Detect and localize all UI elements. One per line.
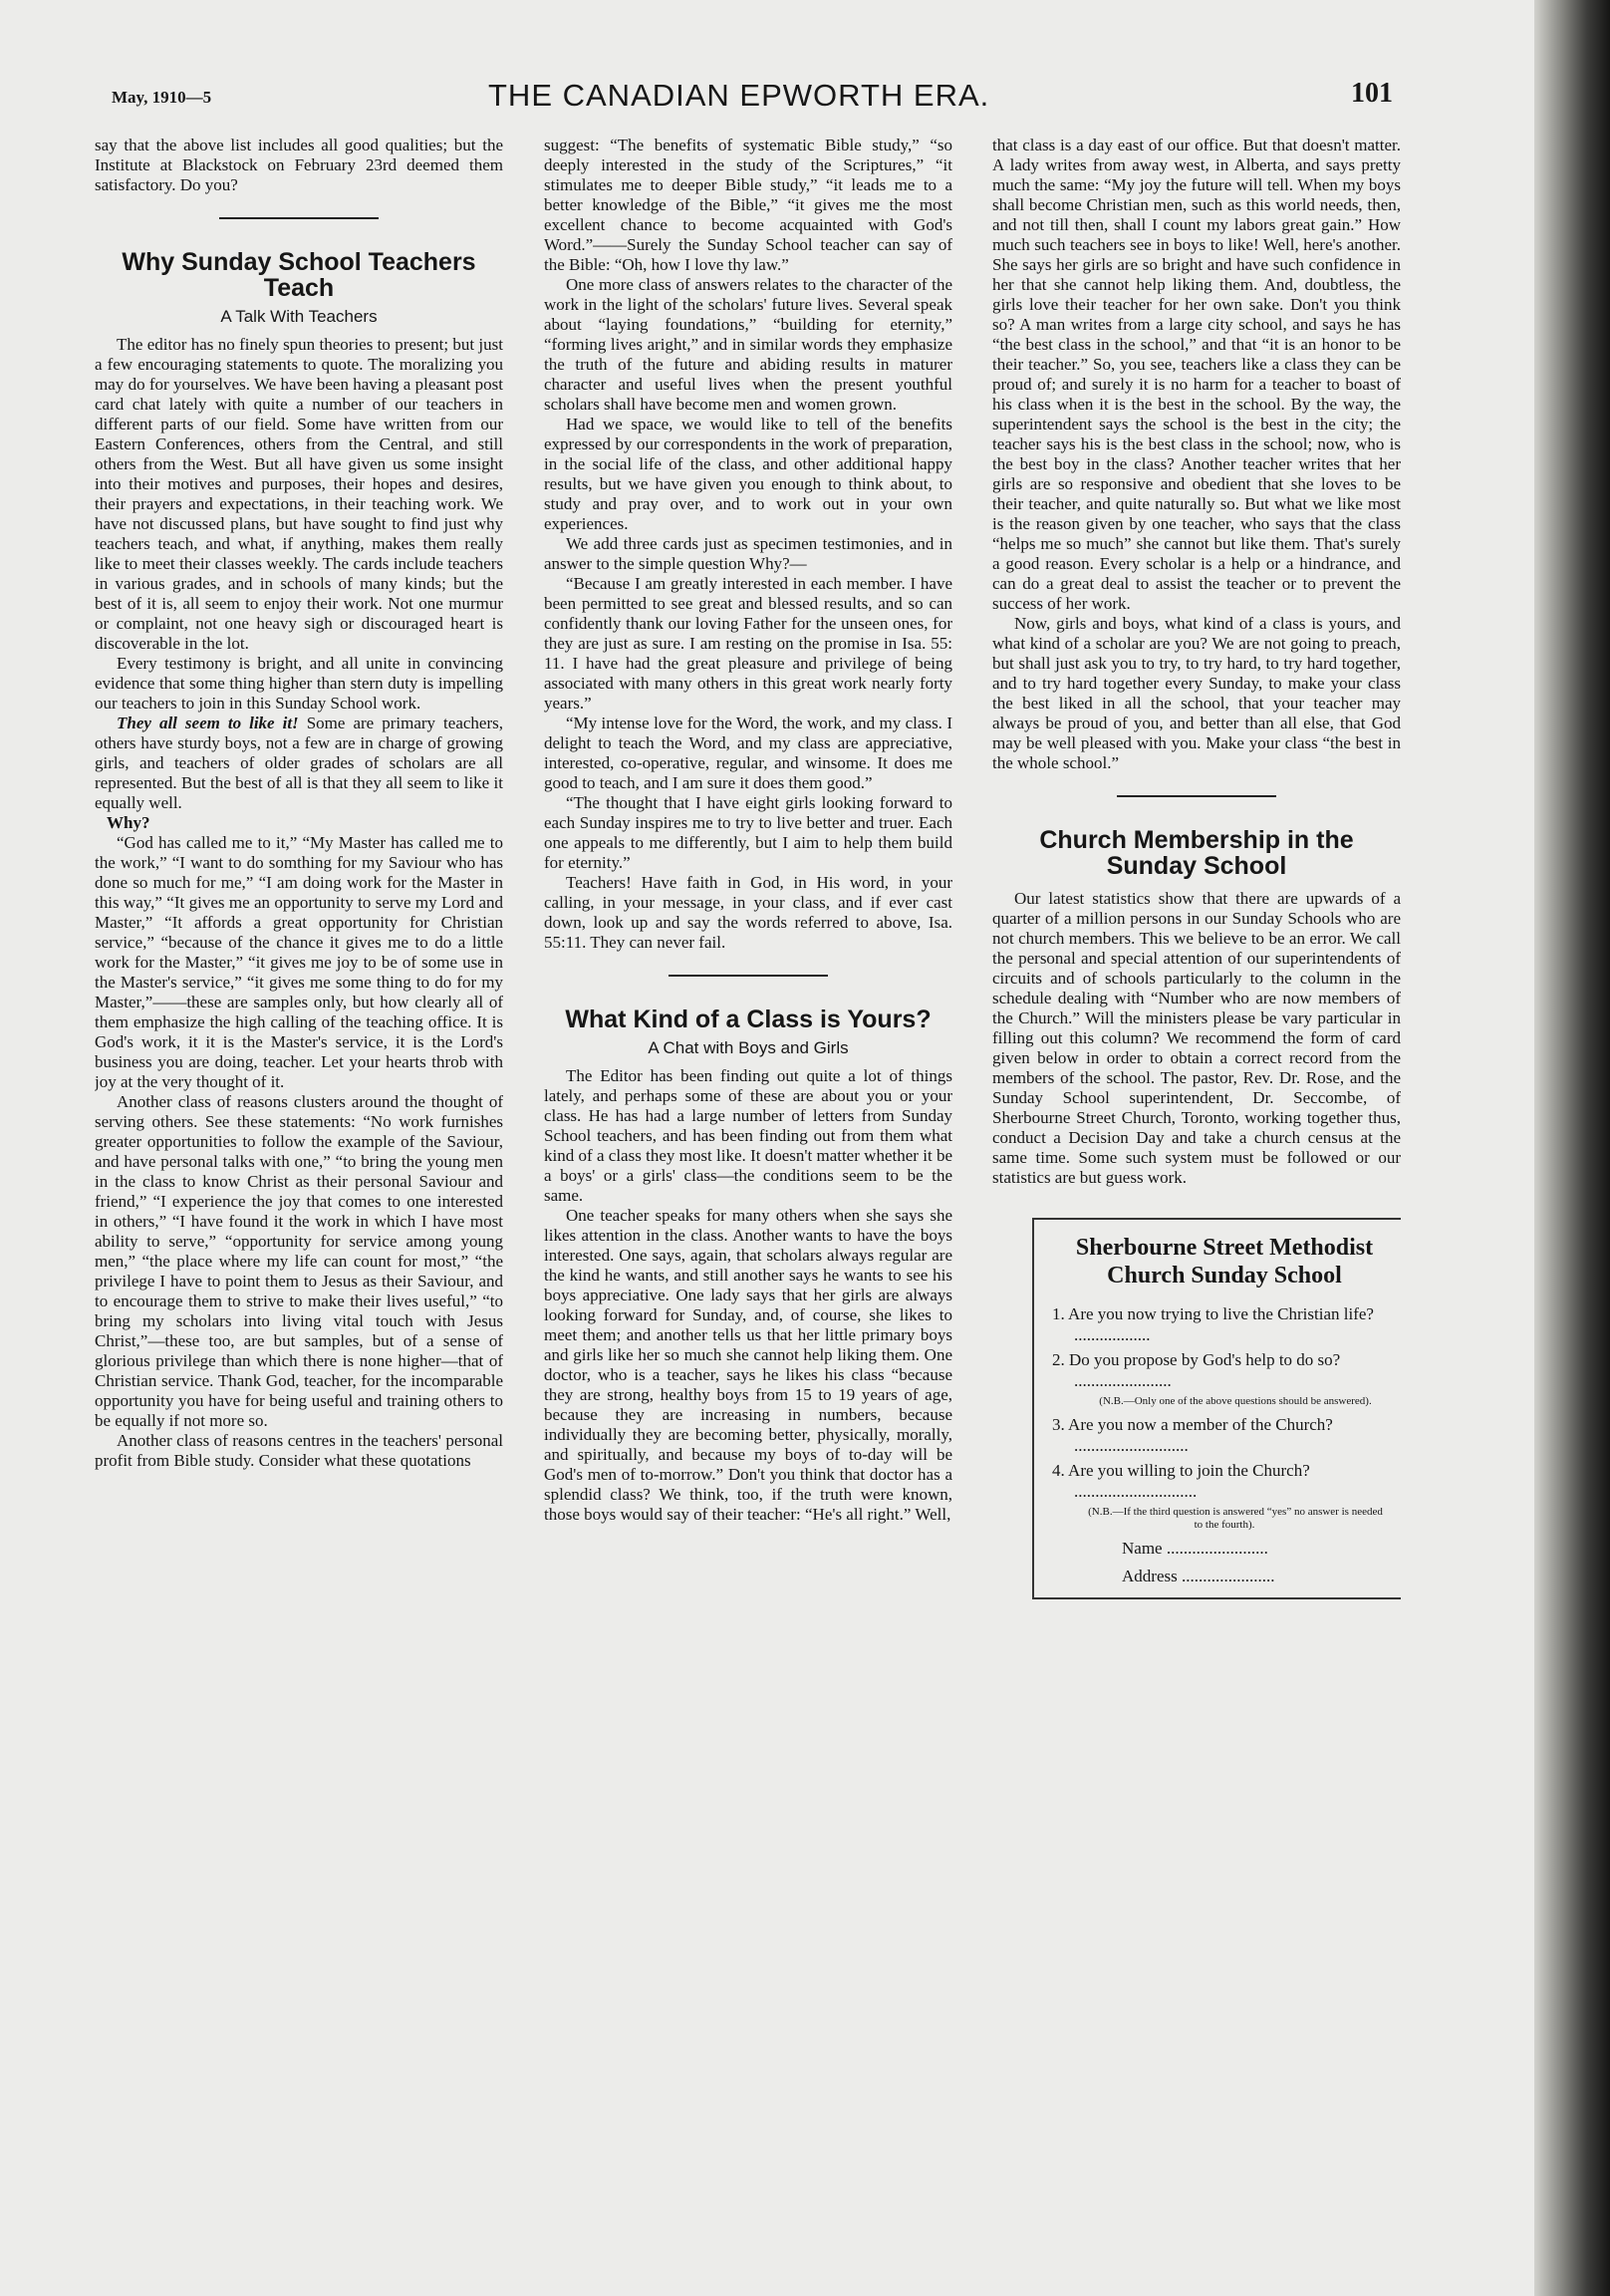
column-middle bbox=[544, 136, 952, 2238]
section-divider bbox=[669, 975, 828, 977]
quotation: “The thought that I have eight girls looking forward to each Sunday inspires me to try to live better and truer. Each one appeals to me differently, but I aim to help them build for eternity.” bbox=[544, 793, 952, 872]
paragraph: Had we space, we would like to tell of the benefits expressed by our correspondents in the work of preparation, in the social life of the class, and other additional happy results, but we have given you enough to think about, to study and pray over, and to work out in your own experiences. bbox=[544, 415, 952, 533]
article-subheading-class: A Chat with Boys and Girls bbox=[648, 1038, 849, 1057]
column-left bbox=[95, 136, 503, 2238]
paragraph: Our latest statistics show that there are upwards of a quarter of a million persons in our Sunday Schools who are not church members. This we believe to be an error. We call the personal and special attention of our superintendents of circuits and of schools particularly to the column in the schedule dealing with “Number who are now members of the Church.” Will the ministers please be vary particular in filling out this column? We recommend the form of card given below in order to obtain a correct record from the members of the school. The pastor, Rev. Dr. Rose, and the Sunday School superintendent, Dr. Seccombe, of Sherbourne Street Church, Toronto, working together thus, conduct a Decision Day and take a church census at the same time. Some such system must be followed or our statistics are but guess work. bbox=[992, 889, 1401, 1187]
intro-paragraph: say that the above list includes all good qualities; but the Institute at Blackstock on February 23rd deemed them satisfactory. Do you? bbox=[95, 136, 503, 194]
card-question-4: 4. Are you willing to join the Church? ............................. bbox=[1052, 1461, 1310, 1501]
page-number: 101 bbox=[1351, 78, 1393, 109]
paragraph-text: Some are primary teachers, others have sturdy boys, not a few are in charge of growing girls, and teachers of older grades of scholars are all represented. But the best of all is that they all seem to like it equally well. bbox=[95, 714, 503, 812]
quotation: “Because I am greatly interested in each member. I have been permitted to see great and blessed results, and so can confidently thank our loving Father for the unseen ones, for they are just as sure. I am resting on the promise in Isa. 55: 11. I have had the great pleasure and privilege of being associated with many others in this great work nearly forty years.” bbox=[544, 574, 952, 713]
paragraph: One teacher speaks for many others when she says she likes attention in the class. Another wants to have the boys interested. One says, again, that scholars always regular are the kind he wants, and still another says he wants to see his boys appreciative. One lady says that her girls are always looking forward for Sunday, and, of course, she likes to meet them; and another tells us that her little primary boys and girls like her so much she cannot help liking them. One doctor, who is a teacher, says he likes his class “because they are strong, healthy boys from 15 to 19 years of age, because they are increasing in numbers, because individually they are becoming better, physically, morally, and spiritually, and because my boys of to-day will be God's men of to-morrow.” Don't you think that doctor has a splendid class? We think, too, if the truth were known, those boys would say of their teacher: “He's all right.” Well, bbox=[544, 1206, 952, 1524]
page-header bbox=[0, 78, 1534, 118]
membership-card bbox=[1032, 1218, 1401, 1599]
paragraph: Another class of reasons clusters around the thought of serving others. See these statements: “No work furnishes greater opportunities to follow the example of the Saviour, and have personal talks with one,” “to bring the young men in the class to know Christ as their personal Saviour and friend,” “I experience the joy that comes to one interested in others,” “I have found it the work in which I have most ability to serve,” “opportunity for service among young men,” “the place where my life can count for most,” “the privilege I have to point them to Jesus as their Saviour, and to encourage them to strive to make their lives useful,” “to bring my scholars into living vital touch with Jesus Christ,”—these too, are but samples, but of a sense of glorious privilege than which there is none higher—that of Christian service. Thank God, teacher, for the incomparable opportunity you have for being useful and training others to be equally if not more so. bbox=[95, 1092, 503, 1430]
section-divider bbox=[219, 217, 379, 219]
paragraph: We add three cards just as specimen testimonies, and in answer to the simple question Why?— bbox=[544, 534, 952, 573]
quotation: “My intense love for the Word, the work, and my class. I delight to teach the Word, and my class are appreciative, interested, co-operative, regular, and winsome. It does me good to teach, and I am sure it does them good.” bbox=[544, 714, 952, 792]
column-right bbox=[992, 136, 1401, 2238]
paragraph: The Editor has been finding out quite a lot of things lately, and perhaps some of these are about you or your class. He has had a large number of letters from Sunday School teachers, and has been finding out from them what kind of a class they most like. It doesn't matter whether it be a boys' or a girls' class—the conditions seem to be the same. bbox=[544, 1066, 952, 1205]
paragraph: Another class of reasons centres in the teachers' personal profit from Bible study. Consider what these quotations bbox=[95, 1431, 503, 1470]
article-heading-teachers: Why Sunday School Teachers Teach bbox=[122, 248, 476, 302]
issue-date: May, 1910—5 bbox=[112, 88, 212, 107]
magazine-title: THE CANADIAN EPWORTH ERA. bbox=[488, 78, 990, 113]
section-divider bbox=[1117, 795, 1276, 797]
card-note: (N.B.—If the third question is answered “yes” no answer is needed to the fourth). bbox=[1088, 1506, 1383, 1531]
paragraph: One more class of answers relates to the character of the work in the light of the scholars' future lives. Several speak about “laying foundations,” “building for eternity,” “forming lives aright,” and in similar words they emphasize the truth of the future and abiding results in maturer character and useful lives when the present youthful scholars shall have become men and women grown. bbox=[544, 275, 952, 414]
article-heading-class: What Kind of a Class is Yours? bbox=[565, 1005, 932, 1033]
paragraph: Now, girls and boys, what kind of a class is yours, and what kind of a scholar are you? We are not going to preach, but shall just ask you to try, to try hard, to try hard together, and to try hard together every Sunday, to make your class the best liked in all the school, that your teacher may always be proud of you, and better than all else, that God may be well pleased with you. Make your class “the best in the whole school.” bbox=[992, 614, 1401, 772]
paragraph: suggest: “The benefits of systematic Bible study,” “so deeply interested in the study of the Scriptures,” “it stimulates me to deeper Bible study,” “it leads me to a better knowledge of the Bible,” “it gives me the most excellent chance to become acquainted with God's Word.”——Surely the Sunday School teacher can say of the Bible: “Oh, how I love thy law.” bbox=[544, 136, 952, 274]
paragraph: Every testimony is bright, and all unite in convincing evidence that some thing higher than stern duty is impelling our teachers to join in this Sunday School work. bbox=[95, 654, 503, 713]
article-subheading-teachers: A Talk With Teachers bbox=[220, 307, 378, 326]
card-question-3: 3. Are you now a member of the Church? ........................... bbox=[1052, 1415, 1333, 1455]
card-title: Sherbourne Street Methodist Church Sunday School bbox=[1075, 1235, 1374, 1289]
card-question-1: 1. Are you now trying to live the Christian life? .................. bbox=[1052, 1304, 1374, 1344]
card-address-field: Address ...................... bbox=[1122, 1567, 1275, 1585]
card-name-field: Name ........................ bbox=[1122, 1539, 1268, 1558]
paragraph: “God has called me to it,” “My Master has called me to the work,” “I want to do somthing for my Saviour who has done so much for me,” “I am doing work for the Master in this way,” “It gives me an opportunity to serve my Lord and Master,” “It affords a great opportunity for Christian service,” “because of the chance it gives me to do a little work for the Master,” “it gives me joy to be of some use in the Master's service,” “it gives me some thing to do for my Master,”——these are samples only, but how clearly all of them emphasize the high calling of the teaching office. It is God's work, it it is the Master's service, it is the Lord's business you are doing, teacher. Let your hearts throb with joy at the very thought of it. bbox=[95, 833, 503, 1091]
why-label: Why? bbox=[107, 813, 150, 832]
paragraph: that class is a day east of our office. But that doesn't matter. A lady writes from away west, in Alberta, and says pretty much the same: “My joy the future will tell. When my boys shall become Christian men, such as this world needs, then, and not till then, shall I count my labors great gain.” How much such teachers see in boys to like! Well, here's another. She says her girls are so bright and have such confidence in her that she cannot help liking them. And, doubtless, the girls love their teacher for her own sake. Don't you think so? A man writes from a large city school, and says he has “the best class in the school,” and that “it is an honor to be their teacher.” So, you see, teachers like a class they can be proud of; and surely it is no harm for a teacher to boast of his class when it is the best in the school. By the way, the superintendent says the school is the best in the city; the teacher says his is the best class in the school; now, who is the best boy in the class? Another teacher writes that her girls are so responsive and obedient that she loves to be their teacher, and quite naturally so. But what we like most is the reason given by one teacher, who says that the class “helps me so much” she cannot but like them. That's surely a good reason. Every scholar is a help or a hindrance, and can do a great deal to assist the teacher or to prevent the success of her work. bbox=[992, 136, 1401, 613]
article-heading-membership: Church Membership in the Sunday School bbox=[1039, 826, 1354, 880]
card-question-2: 2. Do you propose by God's help to do so? ....................... bbox=[1052, 1350, 1341, 1390]
paragraph bbox=[95, 714, 503, 813]
card-note: (N.B.—Only one of the above questions should be answered). bbox=[1099, 1395, 1372, 1407]
paragraph: Teachers! Have faith in God, in His word, in your calling, in your message, in your class, and if ever cast down, look up and say the words referred to above, Isa. 55:11. They can never fail. bbox=[544, 873, 952, 952]
paragraph: The editor has no finely spun theories to present; but just a few encouraging statements to quote. The moralizing you may do for yourselves. We have been having a pleasant post card chat lately with quite a number of our teachers in different parts of our field. Some have written from our Eastern Conferences, others from the Central, and still others from the West. But all have given us some insight into their motives and purposes, their hopes and desires, their prayers and expectations, in their teaching work. We have not discussed plans, but have sought to find just why teachers teach, and what, if anything, makes them really like to meet their classes weekly. The cards include teachers in various grades, and in schools of many kinds; but the best of it is, all seem to enjoy their work. Not one murmur or complaint, not one heavy sigh or discouraged heart is discoverable in the lot. bbox=[95, 335, 503, 653]
italic-phrase: They all seem to like it! bbox=[117, 714, 299, 732]
book-binding-edge bbox=[1534, 0, 1610, 2296]
